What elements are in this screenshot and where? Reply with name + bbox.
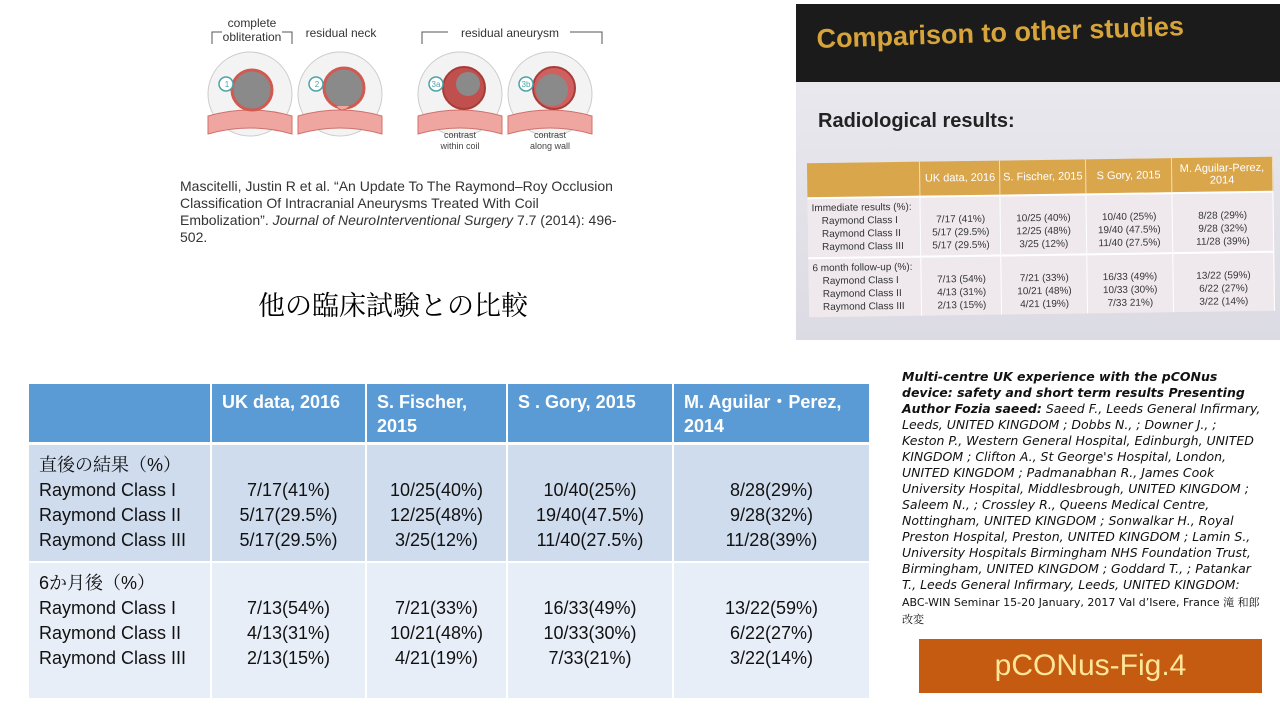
photo-title: Comparison to other studies <box>816 11 1185 54</box>
table-row <box>29 562 870 698</box>
photo-table <box>807 157 1275 317</box>
table-header-gory: S . Gory, 2015 <box>507 384 673 444</box>
label-contrast-along-wall: contrast along wall <box>529 130 571 151</box>
table-cell: 7/21(33%) 10/21(48%) 4/21(19%) <box>366 562 507 698</box>
row-labels-6-month <box>29 562 211 698</box>
class-label-1: 1 <box>224 80 230 89</box>
photo-cell: 7/13 (54%) 4/13 (31%) 2/13 (15%) <box>921 256 1002 316</box>
photo-label: Immediate results (%): <box>811 201 912 215</box>
citation-text: Mascitelli, Justin R et al. “An Update To The Raymond–Roy Occlusion Classification Of Intracranial Aneurysms Treated With Coil Embolization”. <box>180 178 613 228</box>
table-row <box>29 444 870 563</box>
comparison-table <box>29 384 871 698</box>
table-cell: 16/33(49%) 10/33(30%) 7/33(21%) <box>507 562 673 698</box>
photo-group2-labels <box>808 257 922 318</box>
label-residual-neck: residual neck <box>305 26 377 40</box>
photo-label: Raymond Class III <box>822 300 905 314</box>
table-header-uk: UK data, 2016 <box>211 384 366 444</box>
photo-label: Raymond Class I <box>822 274 899 288</box>
table-cell: 8/28(29%) 9/28(32%) 11/28(39%) <box>673 444 870 563</box>
author-list <box>902 369 1262 628</box>
photo-label: Raymond Class II <box>821 227 901 241</box>
group-title-immediate: 直後の結果（%） <box>39 455 182 475</box>
photo-label: Raymond Class III <box>822 240 904 254</box>
table-header-row <box>29 384 870 444</box>
table-header-aguilar: M. Aguilar・Perez, 2014 <box>673 384 870 444</box>
row-label: Raymond Class III <box>39 648 187 668</box>
label-complete-obliteration: complete obliteration <box>222 16 282 44</box>
group-title-6-month: 6か月後（%） <box>39 573 156 593</box>
photo-label: 6 month follow-up (%): <box>812 261 913 275</box>
seminar-note: ABC-WIN Seminar 15-20 January, 2017 Val d’Isere, France 滝 和郎 改変 <box>902 596 1260 626</box>
table-cell: 10/40(25%) 19/40(47.5%) 11/40(27.5%) <box>507 444 673 563</box>
citation-journal: Journal of NeuroInterventional Surgery <box>272 212 514 228</box>
row-label: Raymond Class I <box>39 480 177 500</box>
class-label-2: 2 <box>314 80 320 89</box>
photo-cell: 16/33 (49%) 10/33 (30%) 7/33 21%) <box>1087 253 1174 313</box>
class-label-3b: 3b <box>521 80 531 89</box>
label-contrast-within-coil: contrast within coil <box>440 130 480 151</box>
row-label: Raymond Class II <box>39 505 182 525</box>
figure-label: pCONus-Fig.4 <box>919 639 1262 693</box>
class-label-3a: 3a <box>431 80 441 89</box>
photo-cell: 8/28 (29%) 9/28 (32%) 11/28 (39%) <box>1172 192 1274 253</box>
photo-label: Raymond Class I <box>821 214 898 228</box>
table-cell: 10/25(40%) 12/25(48%) 3/25(12%) <box>366 444 507 563</box>
study-title: Multi-centre UK experience with the pCONus device: safety and short term results Presenting Author Fozia saeed: <box>902 369 1245 416</box>
table-header-blank <box>29 384 211 444</box>
slide-photo <box>796 4 1280 340</box>
table-header-fischer: S. Fischer, 2015 <box>366 384 507 444</box>
photo-cell: 10/25 (40%) 12/25 (48%) 3/25 (12%) <box>1000 194 1087 255</box>
photo-header-gory: S Gory, 2015 <box>1085 158 1171 194</box>
label-residual-aneurysm: residual aneurysm <box>460 26 560 40</box>
table-cell: 13/22(59%) 6/22(27%) 3/22(14%) <box>673 562 870 698</box>
photo-cell: 13/22 (59%) 6/22 (27%) 3/22 (14%) <box>1173 252 1275 312</box>
citation <box>180 178 620 246</box>
row-label: Raymond Class II <box>39 623 182 643</box>
photo-group1-labels <box>807 197 921 259</box>
raymond-roy-diagram <box>196 14 608 164</box>
photo-header-blank <box>807 162 920 199</box>
table-cell: 7/17(41%) 5/17(29.5%) 5/17(29.5%) <box>211 444 366 563</box>
author-names: Saeed F., Leeds General Infirmary, Leeds, UNITED KINGDOM ; Dobbs N., ; Downer J., ; Keston P., Western General Hospital, Edinburgh, UNITED KINGDOM ; Clifton A., St George's Hospital, London, UNITED KINGDOM ; Padmanabhan R., James Cook University Hospital, Middlesbrough, UNITED KINGDOM ; Saleem N., ; Crossley R., Queens Medical Centre, Nottingham, UNITED KINGDOM ; Sonwalkar H., Royal Preston Hospital, Preston, UNITED KINGDOM ; Lamin S., University Hospitals Birmingham NHS Foundation Trust, Birmingham, UNITED KINGDOM ; Goddard T., ; Patankar T., Leeds General Infirmary, Leeds, UNITED KINGDOM: <box>902 401 1261 592</box>
photo-cell: 7/17 (41%) 5/17 (29.5%) 5/17 (29.5%) <box>920 196 1001 257</box>
photo-subtitle: Radiological results: <box>818 110 1015 132</box>
photo-header-fischer: S. Fischer, 2015 <box>1000 159 1086 195</box>
photo-cell: 10/40 (25%) 19/40 (47.5%) 11/40 (27.5%) <box>1086 193 1173 254</box>
photo-header-uk: UK data, 2016 <box>920 161 1000 197</box>
citation-volume: 7.7 (2014): 496-502. <box>180 212 617 245</box>
row-label: Raymond Class I <box>39 598 177 618</box>
table-cell: 7/13(54%) 4/13(31%) 2/13(15%) <box>211 562 366 698</box>
photo-cell: 7/21 (33%) 10/21 (48%) 4/21 (19%) <box>1001 254 1087 314</box>
page-title: 他の臨床試験との比較 <box>258 291 528 322</box>
photo-header-aguilar: M. Aguilar-Perez, 2014 <box>1171 157 1273 193</box>
row-labels-immediate <box>29 444 211 563</box>
photo-label: Raymond Class II <box>822 287 902 301</box>
row-label: Raymond Class III <box>39 530 187 550</box>
